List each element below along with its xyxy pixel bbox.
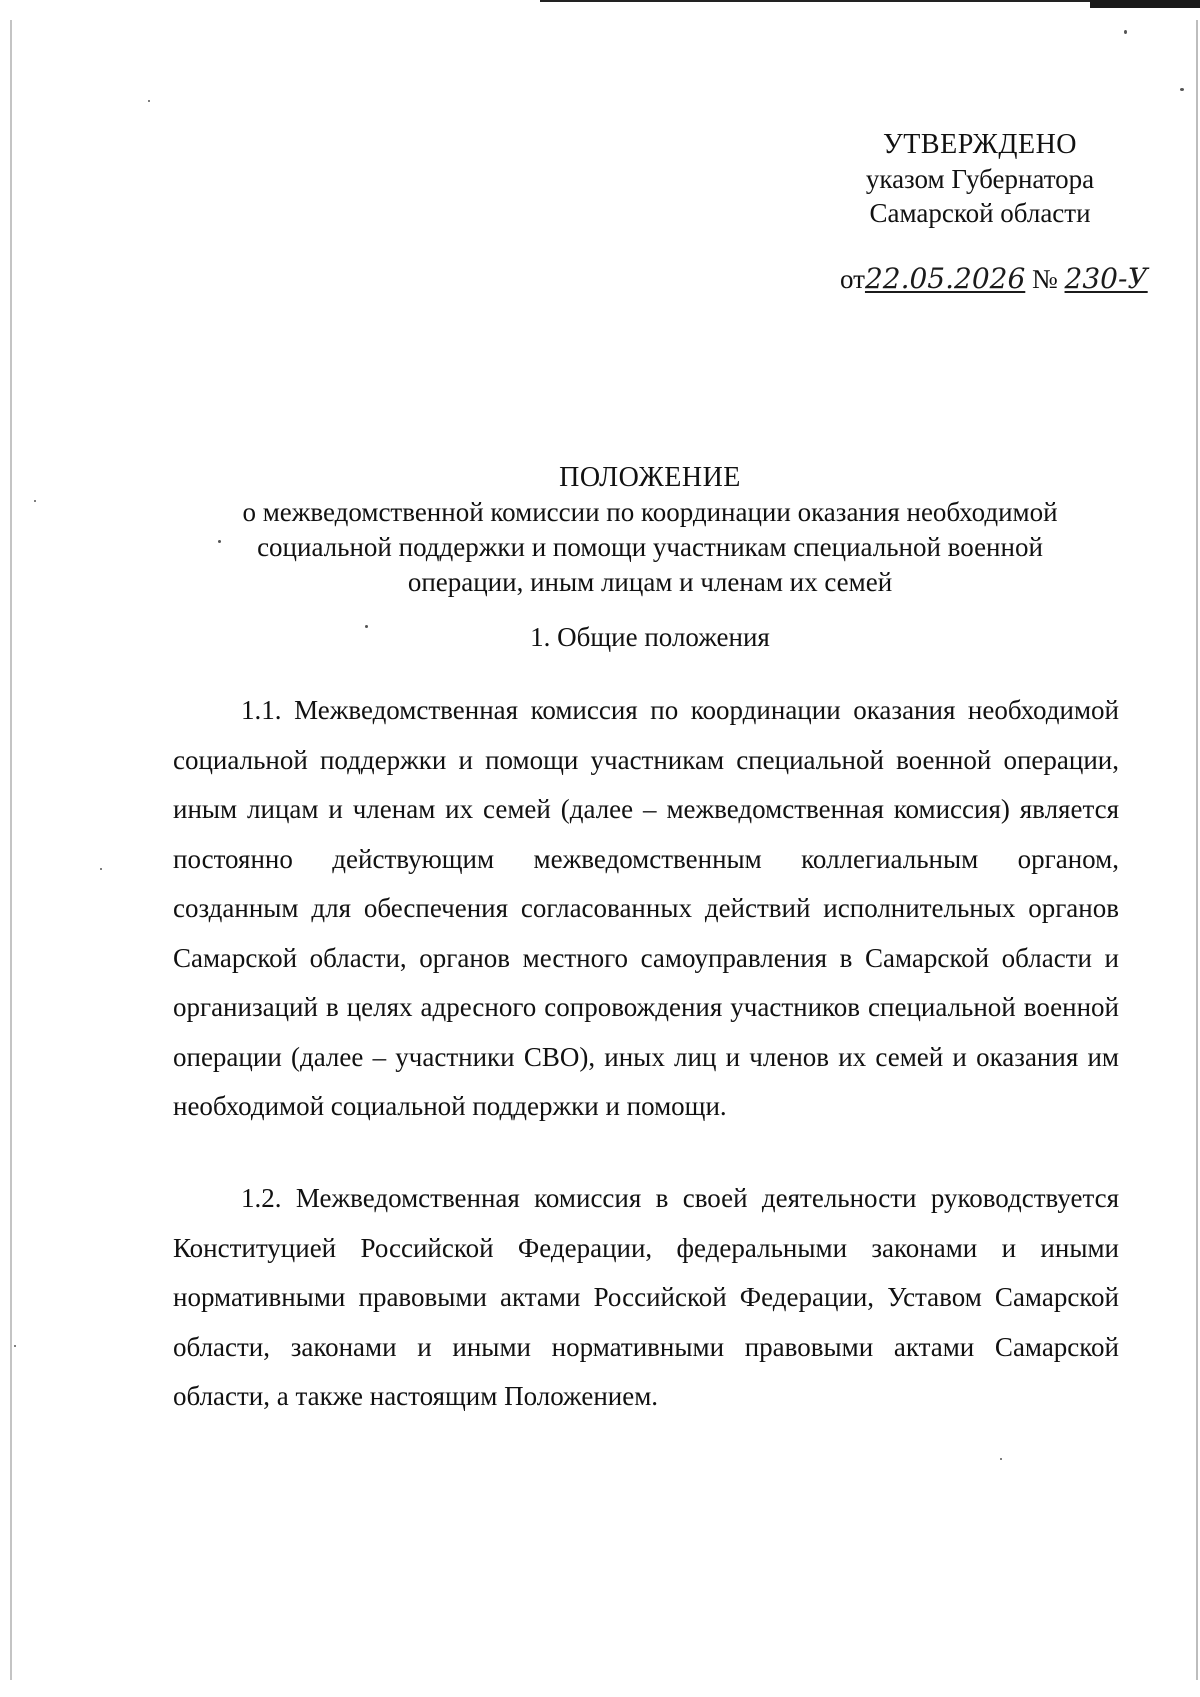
document-subtitle-line: о межведомственной комиссии по координации оказания необходимой	[242, 497, 1058, 527]
document-title: ПОЛОЖЕНИЕ	[559, 462, 741, 493]
scan-speck	[148, 100, 150, 102]
scan-speck	[1180, 88, 1184, 91]
scan-corner-shadow	[1090, 0, 1200, 8]
scan-border-right	[1196, 20, 1198, 1680]
approval-stamp-block	[830, 128, 1130, 230]
approval-region: Самарской области	[869, 198, 1091, 228]
document-subtitle-line: социальной поддержки и помощи участникам специальной военной	[257, 532, 1043, 562]
handwritten-date: 22.05.2026	[864, 262, 1026, 295]
document-subtitle-line: операции, иным лицам и членам их семей	[407, 567, 893, 597]
document-title-block	[170, 460, 1130, 600]
scan-speck	[34, 500, 36, 502]
section-heading: 1. Общие положения	[530, 622, 770, 652]
scan-speck	[1124, 30, 1127, 34]
handwritten-number: 230-У	[1064, 262, 1148, 295]
scan-speck	[1000, 1458, 1002, 1460]
scan-border-left	[10, 20, 12, 1680]
approval-date-line	[840, 262, 1148, 295]
approval-issuer: указом Губернатора	[865, 164, 1095, 194]
approval-title: УТВЕРЖДЕНО	[882, 129, 1078, 160]
scan-speck	[100, 868, 102, 870]
scan-speck	[14, 1345, 16, 1347]
date-prefix: от	[840, 264, 865, 294]
number-sign: №	[1032, 264, 1058, 294]
paragraph-1-2: 1.2. Межведомственная комиссия в своей деятельности руководствуется Конституцией Российской Федерации, федеральными законами и иными нормативными правовыми актами Российской Федерации, Уставом Самарской области, законами и иными нормативными правовыми актами Самарской области, а также настоящим Положением.	[173, 1183, 1119, 1411]
paragraph-1-1: 1.1. Межведомственная комиссия по координации оказания необходимой социальной поддержки и помощи участникам специальной военной операции, иным лицам и членам их семей (далее – межведомственная комиссия) является постоянно действующим межведомственным коллегиальным органом, созданным для обеспечения согласованных действий исполнительных органов Самарской области, органов местного самоуправления в Самарской области и организаций в целях адресного сопровождения участников специальной военной операции (далее – участники СВО), иных лиц и членов их семей и оказания им необходимой социальной поддержки и помощи.	[173, 695, 1119, 1121]
